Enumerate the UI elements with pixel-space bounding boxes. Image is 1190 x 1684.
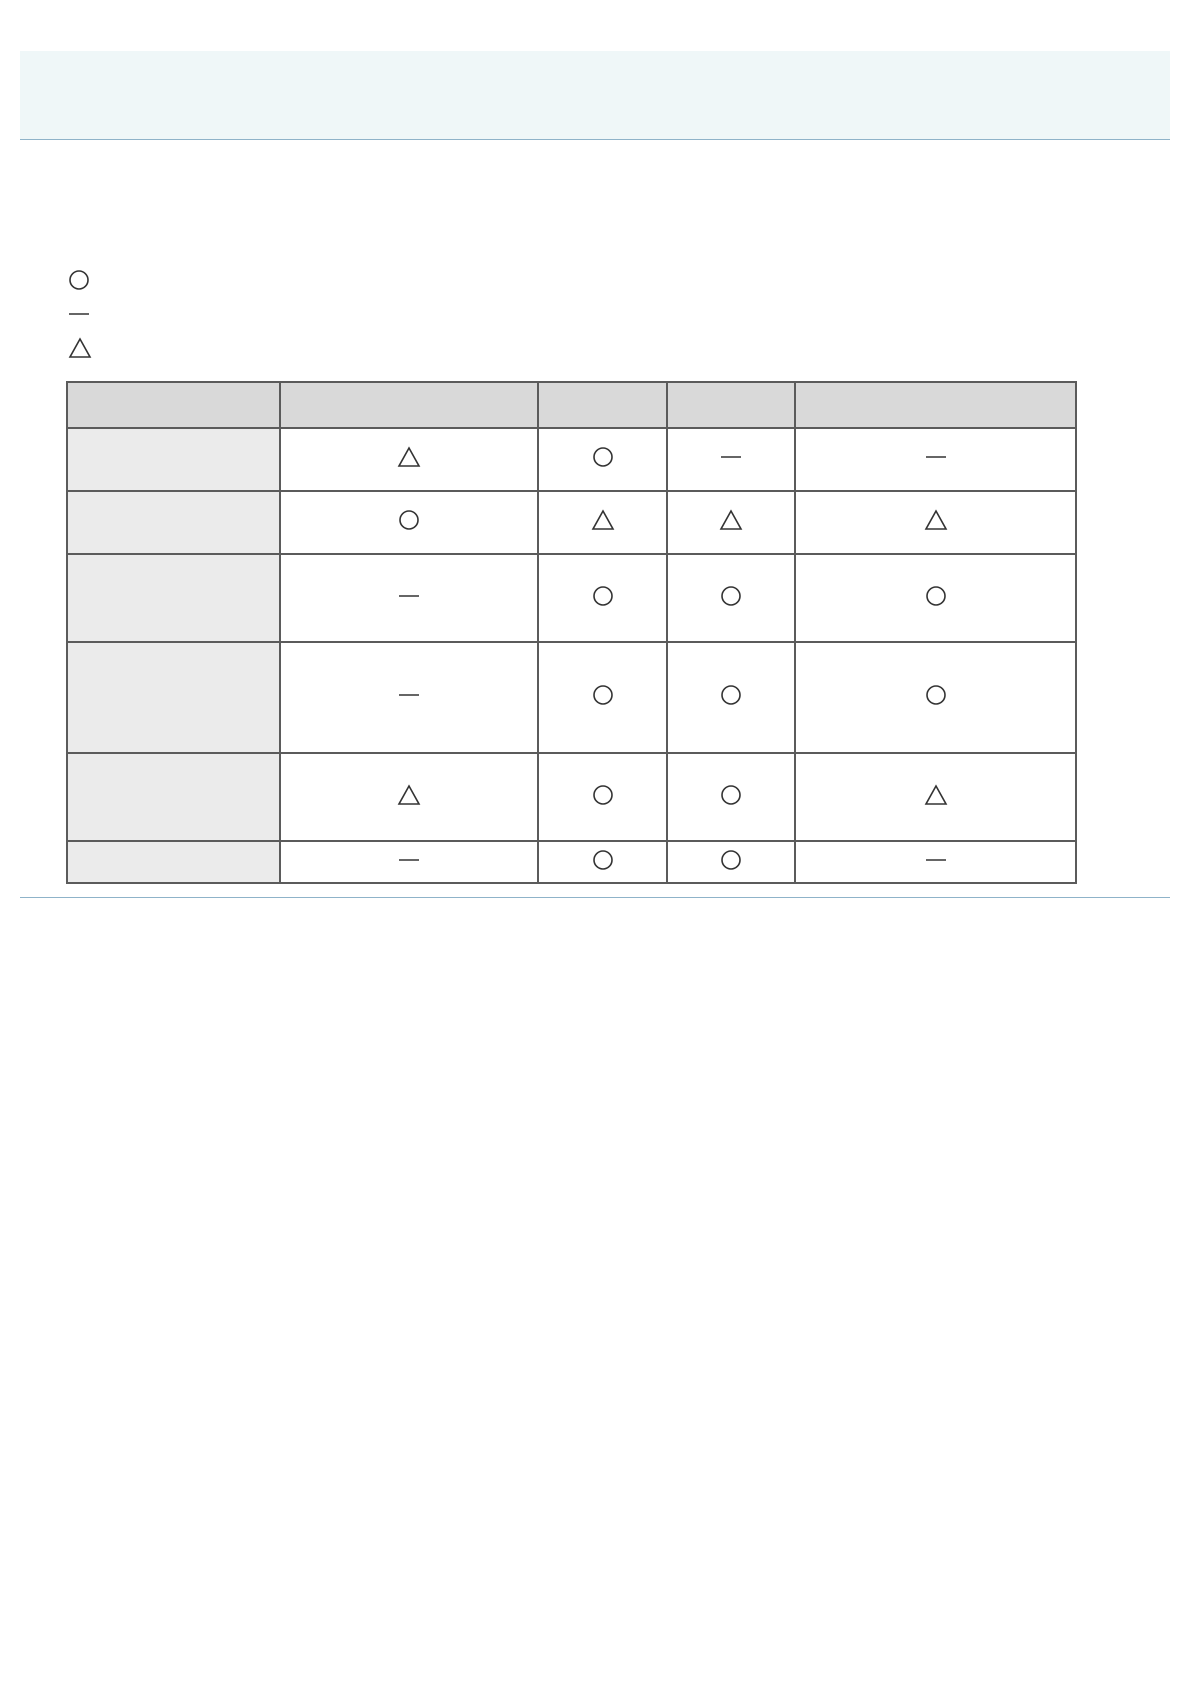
table-cell	[538, 491, 667, 554]
compatibility-table	[66, 381, 1077, 884]
row-header	[67, 428, 280, 491]
table-row	[67, 428, 1076, 491]
row-header	[67, 753, 280, 841]
symbol-legend	[68, 263, 108, 365]
table-cell	[795, 642, 1076, 753]
table-cell	[795, 554, 1076, 642]
table-cell	[667, 554, 795, 642]
circle-icon	[720, 849, 742, 871]
row-header	[67, 642, 280, 753]
circle-icon	[592, 784, 614, 806]
circle-icon	[925, 585, 947, 607]
dash-icon	[398, 585, 420, 607]
table-cell	[280, 428, 538, 491]
dash-icon	[925, 446, 947, 468]
triangle-icon	[397, 446, 421, 468]
table-cell	[538, 642, 667, 753]
legend-item-circle	[68, 263, 108, 297]
table-cell	[795, 841, 1076, 883]
page-header-band	[20, 51, 1170, 140]
dash-icon	[720, 446, 742, 468]
table-cell	[280, 753, 538, 841]
triangle-icon	[397, 784, 421, 806]
column-header	[667, 382, 795, 428]
column-header	[67, 382, 280, 428]
triangle-icon	[924, 509, 948, 531]
column-header	[538, 382, 667, 428]
row-header	[67, 841, 280, 883]
triangle-icon	[719, 509, 743, 531]
circle-icon	[592, 849, 614, 871]
triangle-icon	[591, 509, 615, 531]
legend-item-dash	[68, 297, 108, 331]
column-header	[280, 382, 538, 428]
table-cell	[667, 841, 795, 883]
column-header	[795, 382, 1076, 428]
circle-icon	[925, 684, 947, 706]
row-header	[67, 491, 280, 554]
table-cell	[538, 753, 667, 841]
section-divider	[20, 897, 1170, 898]
dash-icon	[68, 303, 90, 325]
circle-icon	[720, 585, 742, 607]
circle-icon	[592, 585, 614, 607]
table-cell	[280, 491, 538, 554]
table-cell	[795, 428, 1076, 491]
table-cell	[667, 428, 795, 491]
circle-icon	[592, 446, 614, 468]
table-cell	[538, 841, 667, 883]
triangle-icon	[68, 337, 92, 359]
table-cell	[795, 753, 1076, 841]
table-cell	[667, 753, 795, 841]
circle-icon	[592, 684, 614, 706]
circle-icon	[68, 269, 90, 291]
table-row	[67, 753, 1076, 841]
table-cell	[538, 554, 667, 642]
triangle-icon	[924, 784, 948, 806]
table-row	[67, 554, 1076, 642]
circle-icon	[720, 784, 742, 806]
table-cell	[667, 642, 795, 753]
row-header	[67, 554, 280, 642]
table-row	[67, 491, 1076, 554]
table-row	[67, 642, 1076, 753]
dash-icon	[925, 849, 947, 871]
table-cell	[538, 428, 667, 491]
table-cell	[280, 642, 538, 753]
table-cell	[667, 491, 795, 554]
table-header-row	[67, 382, 1076, 428]
legend-item-triangle	[68, 331, 108, 365]
table-cell	[280, 554, 538, 642]
table-cell	[280, 841, 538, 883]
circle-icon	[398, 509, 420, 531]
circle-icon	[720, 684, 742, 706]
table-cell	[795, 491, 1076, 554]
dash-icon	[398, 684, 420, 706]
dash-icon	[398, 849, 420, 871]
table-row	[67, 841, 1076, 883]
